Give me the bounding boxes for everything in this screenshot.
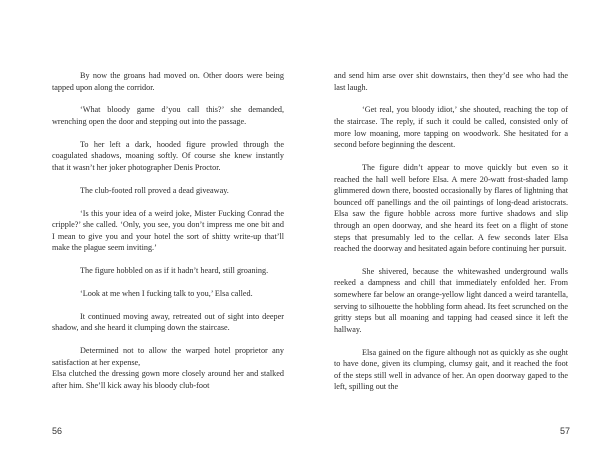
paragraph: It continued moving away, retreated out of sight into deeper shadow, and she heard it clumping down the staircase. <box>52 311 284 333</box>
left-page-text <box>52 70 284 403</box>
page-number-left: 56 <box>52 426 63 436</box>
paragraph: Determined not to allow the warped hotel proprietor any satisfaction at her expense, <box>52 346 284 367</box>
right-page <box>300 0 600 463</box>
paragraph: To her left a dark, hooded figure prowled through the coagulated shadows, moaning softly. Of course she knew instantly that it wasn’t her joker photographer Denis Proctor. <box>52 139 284 172</box>
paragraph: The figure didn’t appear to move quickly but even so it reached the hall well before Elsa. A mere 20-watt frost-shaded lamp glimmered down there, boosted occasionally by flares of lightning that bounced off panellings and the oil paintings of long-dead aristocrats. Elsa saw the figure hobble across more furtive shadows and slip through an open doorway, and she heard its feet on a flight of stone steps that presumably led to the cellar. A few seconds later Elsa reached the doorway and hesitated again before continuing her pursuit. <box>334 162 568 254</box>
paragraph: ‘Is this your idea of a weird joke, Mister Fucking Conrad the cripple?’ she called. ‘Only, you see, you don’t impress me one bit and I mean to give you and your hotel the sort of shitty write-up that’ll make the plague seem inviting.’ <box>52 208 284 253</box>
paragraph: By now the groans had moved on. Other doors were being tapped upon along the corridor. <box>52 71 284 92</box>
paragraph: ‘Get real, you bloody idiot,’ she shouted, reaching the top of the staircase. The reply, if such it could be called, consisted only of more low moaning, more tapping on woodwork. She hesitated for a second before beginning the descent. <box>334 105 568 150</box>
paragraph: The figure hobbled on as if it hadn’t heard, still groaning. <box>80 266 269 276</box>
paragraph: Elsa gained on the figure although not as quickly as she ought to have done, given its clumping, clumsy gait, and it reached the foot of the steps still well in advance of her. An open doorway gaped to the left, spilling out the <box>334 347 568 392</box>
paragraph: and send him arse over shit downstairs, then they’d see who had the last laugh. <box>334 71 568 92</box>
paragraph: ‘What bloody game d’you call this?’ she demanded, wrenching open the door and stepping out into the passage. <box>52 105 284 126</box>
page-number-right: 57 <box>559 426 570 436</box>
paragraph: She shivered, because the whitewashed underground walls reeked a dampness and chill that immediately enfolded her. From somewhere far below an orange-yellow light danced a weird tarantella, serving to silhouette the hobbling form ahead. Its feet scrunched on the gritty steps but all moaning and tapping had ceased since it left the hallway. <box>334 266 568 334</box>
paragraph: The club-footed roll proved a dead giveaway. <box>80 185 229 195</box>
paragraph: ‘Look at me when I fucking talk to you,’ Elsa called. <box>80 288 253 298</box>
right-page-text <box>334 70 568 404</box>
paragraph: Elsa clutched the dressing gown more closely around her and stalked after him. She’ll kick away his bloody club-foot <box>52 369 284 390</box>
